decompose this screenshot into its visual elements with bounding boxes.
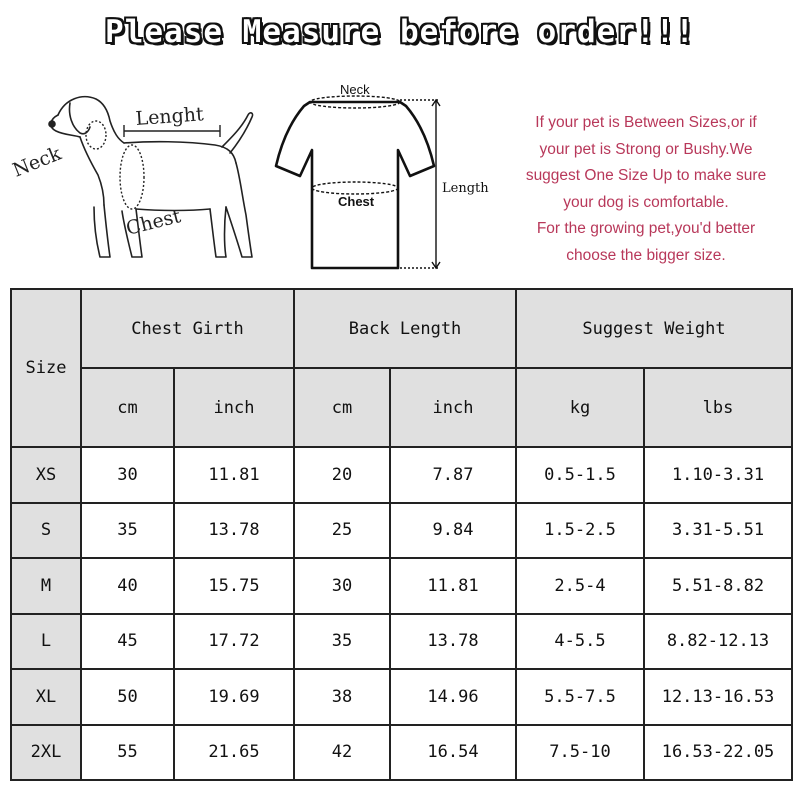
table-row <box>11 725 792 781</box>
unit-header: cm <box>294 368 390 447</box>
shirt-neck-label: Neck <box>340 82 370 97</box>
table-cell: 5.5-7.5 <box>516 669 644 725</box>
table-cell: 20 <box>294 447 390 503</box>
table-cell: 7.5-10 <box>516 725 644 781</box>
table-cell: 13.78 <box>174 503 294 559</box>
table-row <box>11 503 792 559</box>
size-cell: XL <box>11 669 81 725</box>
table-row <box>11 447 792 503</box>
size-chart-table <box>10 288 793 781</box>
table-cell: 30 <box>294 558 390 614</box>
note-line: your pet is Strong or Bushy.We <box>539 140 753 158</box>
table-cell: 55 <box>81 725 174 781</box>
dog-measurement-illustration <box>10 85 260 275</box>
unit-header: inch <box>390 368 516 447</box>
note-line: If your pet is Between Sizes,or if <box>535 114 757 131</box>
table-cell: 15.75 <box>174 558 294 614</box>
size-header: Size <box>11 289 81 447</box>
table-cell: 5.51-8.82 <box>644 558 792 614</box>
back-length-header: Back Length <box>294 289 516 368</box>
unit-header: lbs <box>644 368 792 447</box>
size-cell: XS <box>11 447 81 503</box>
note-line: choose the bigger size. <box>566 246 726 264</box>
size-cell: 2XL <box>11 725 81 781</box>
table-cell: 17.72 <box>174 614 294 670</box>
table-cell: 13.78 <box>390 614 516 670</box>
note-line: For the growing pet,you'd better <box>536 220 756 237</box>
shirt-measurement-illustration <box>270 80 490 275</box>
size-cell: S <box>11 503 81 559</box>
note-line: your dog is comfortable. <box>563 193 729 211</box>
table-cell: 0.5-1.5 <box>516 447 644 503</box>
table-cell: 40 <box>81 558 174 614</box>
table-cell: 50 <box>81 669 174 725</box>
suggest-weight-header: Suggest Weight <box>516 289 792 368</box>
table-cell: 9.84 <box>390 503 516 559</box>
table-cell: 35 <box>294 614 390 670</box>
table-cell: 38 <box>294 669 390 725</box>
page-title: Please Measure before order!!! <box>105 14 695 50</box>
shirt-chest-label: Chest <box>338 194 375 209</box>
table-cell: 14.96 <box>390 669 516 725</box>
table-row <box>11 558 792 614</box>
table-cell: 42 <box>294 725 390 781</box>
table-cell: 16.53-22.05 <box>644 725 792 781</box>
table-cell: 25 <box>294 503 390 559</box>
table-cell: 4-5.5 <box>516 614 644 670</box>
table-cell: 11.81 <box>390 558 516 614</box>
unit-header: cm <box>81 368 174 447</box>
table-cell: 2.5-4 <box>516 558 644 614</box>
table-cell: 1.10-3.31 <box>644 447 792 503</box>
dog-chest-label: Chest <box>123 205 183 240</box>
chest-girth-header: Chest Girth <box>81 289 294 368</box>
dog-neck-label: Neck <box>10 142 65 182</box>
table-cell: 21.65 <box>174 725 294 781</box>
table-cell: 30 <box>81 447 174 503</box>
size-cell: M <box>11 558 81 614</box>
table-row <box>11 614 792 670</box>
shirt-length-label: Length <box>442 181 489 196</box>
table-cell: 11.81 <box>174 447 294 503</box>
table-cell: 7.87 <box>390 447 516 503</box>
unit-header: kg <box>516 368 644 447</box>
table-cell: 3.31-5.51 <box>644 503 792 559</box>
size-cell: L <box>11 614 81 670</box>
dog-length-label: Lenght <box>134 103 205 130</box>
sizing-advice-note <box>498 110 794 269</box>
table-cell: 19.69 <box>174 669 294 725</box>
table-cell: 1.5-2.5 <box>516 503 644 559</box>
table-row <box>11 669 792 725</box>
note-line: suggest One Size Up to make sure <box>525 167 767 184</box>
table-cell: 35 <box>81 503 174 559</box>
table-cell: 16.54 <box>390 725 516 781</box>
unit-header: inch <box>174 368 294 447</box>
table-cell: 12.13-16.53 <box>644 669 792 725</box>
table-cell: 8.82-12.13 <box>644 614 792 670</box>
table-cell: 45 <box>81 614 174 670</box>
